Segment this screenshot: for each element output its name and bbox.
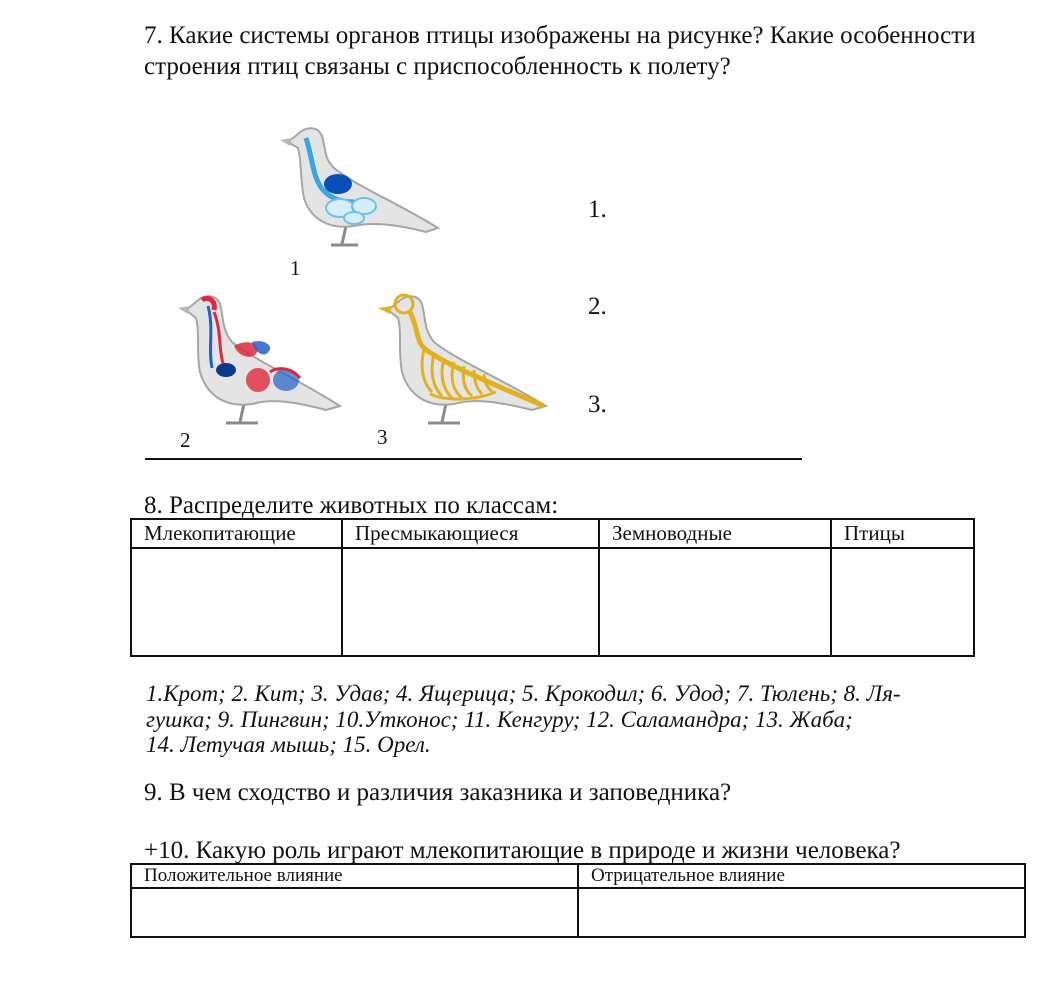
- bird-3-leg: [442, 404, 446, 422]
- bird-2-beak: [178, 306, 190, 314]
- animals-list-line-2: гушка; 9. Пингвин; 10.Утконос; 11. Кенгуру; 12. Саламандра; 13. Жаба;: [146, 707, 853, 732]
- answer-number-2: 2.: [588, 293, 607, 320]
- answer-number-1: 1.: [588, 196, 607, 223]
- bird-1-leg: [342, 226, 346, 244]
- column-header-amphibians: Земноводные: [599, 519, 831, 548]
- answer-cell-amphibians[interactable]: [599, 548, 831, 656]
- column-header-reptiles: Пресмыкающиеся: [342, 519, 599, 548]
- column-header-birds: Птицы: [831, 519, 974, 548]
- bird-1-stomach: [324, 174, 352, 194]
- column-header-mammals: Млекопитающие: [131, 519, 342, 548]
- answer-cell-reptiles[interactable]: [342, 548, 599, 656]
- question-8-title: 8. Распределите животных по классам:: [144, 492, 559, 519]
- question-9: 9. В чем сходство и различия заказника и заповедника?: [144, 779, 732, 806]
- figure-label-1: 1: [290, 256, 301, 280]
- bird-2-circulatory-system-illustration: [174, 288, 346, 430]
- bird-1-digestive-system-illustration: [276, 116, 446, 256]
- animals-list-line-3: 14. Летучая мышь; 15. Орел.: [146, 732, 431, 757]
- question-7-line-2: строения птиц связаны с приспособленность к полету?: [144, 53, 731, 80]
- question-10: +10. Какую роль играют млекопитающие в природе и жизни человека?: [144, 837, 901, 864]
- section-divider: [145, 458, 802, 460]
- answer-cell-negative-influence[interactable]: [578, 888, 1025, 937]
- bird-3-skeleton-illustration: [376, 288, 552, 428]
- bird-1-beak: [280, 138, 292, 146]
- figure-label-2: 2: [180, 428, 191, 452]
- animal-classes-table: [130, 518, 975, 657]
- answer-cell-birds[interactable]: [831, 548, 974, 656]
- bird-2-heart: [216, 363, 236, 377]
- mammal-role-table: [130, 863, 1026, 938]
- answer-cell-positive-influence[interactable]: [131, 888, 578, 937]
- question-7-line-1: 7. Какие системы органов птицы изображены на рисунке? Какие особенности: [144, 22, 976, 49]
- bird-3-beak: [378, 306, 392, 314]
- bird-2-leg: [240, 404, 244, 422]
- column-header-negative-influence: Отрицательное влияние: [578, 864, 1025, 888]
- animals-list-line-1: 1.Крот; 2. Кит; 3. Удав; 4. Ящерица; 5. Крокодил; 6. Удод; 7. Тюлень; 8. Ля-: [146, 681, 901, 706]
- bird-1-intestine-3: [344, 212, 364, 224]
- bird-2-organ-artery: [246, 368, 270, 392]
- column-header-positive-influence: Положительное влияние: [131, 864, 578, 888]
- answer-number-3: 3.: [588, 391, 607, 418]
- answer-cell-mammals[interactable]: [131, 548, 342, 656]
- figure-label-3: 3: [377, 425, 388, 449]
